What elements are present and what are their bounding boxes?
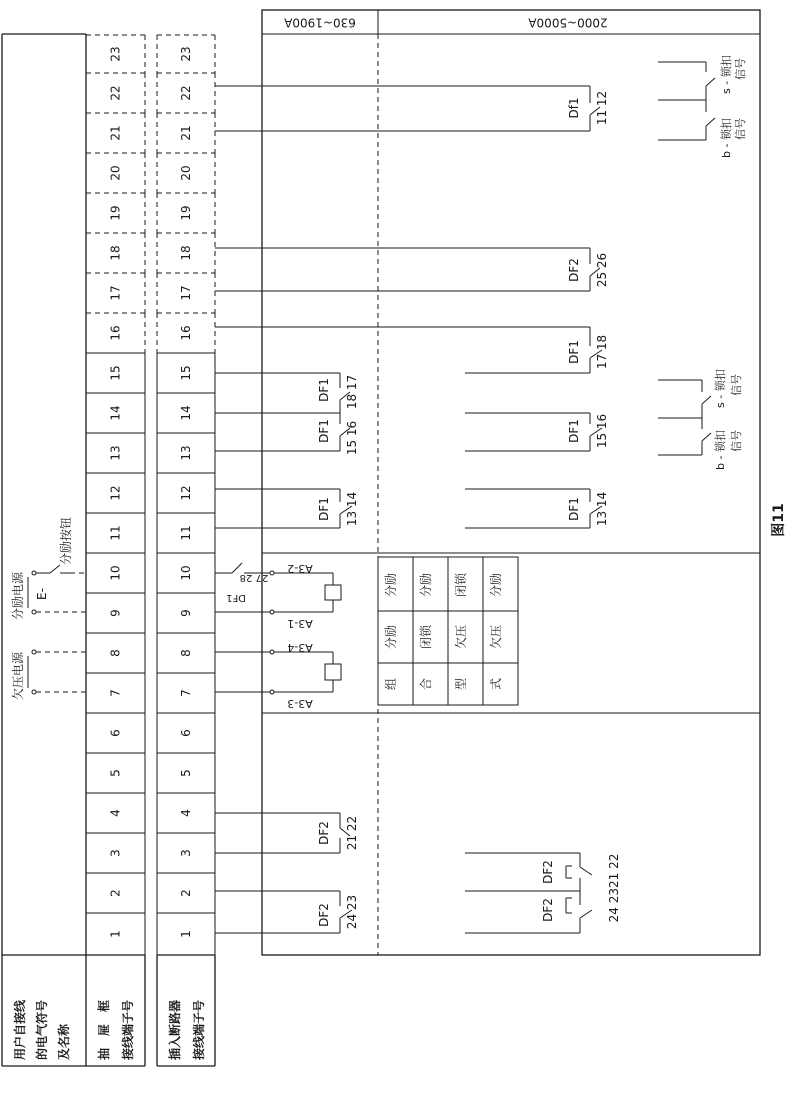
drawer-terminal-5: 5 <box>108 769 123 777</box>
coil-label-a3-2: A3-2 <box>287 562 313 575</box>
breaker-label-line-1: 插入断路器 <box>168 999 182 1060</box>
drawer-label-line-1: 抽 屉 框 <box>97 999 111 1060</box>
user-label-line-2: 的电气符号 <box>35 999 49 1060</box>
right-df1-a-pins: 13 14 <box>595 491 609 527</box>
user-external-wiring <box>10 517 86 700</box>
breaker-terminal-7: 7 <box>179 689 193 697</box>
left-df1-b-pins: 15 16 <box>345 420 359 456</box>
drawer-terminal-11: 11 <box>108 525 123 541</box>
breaker-terminal-6: 6 <box>179 729 193 737</box>
right-df2-c-pins: 25 26 <box>595 252 609 288</box>
right-df2-pair-name-b: DF2 <box>541 860 555 884</box>
drawer-terminal-3: 3 <box>108 849 123 857</box>
breaker-terminal-3: 3 <box>179 849 193 857</box>
right-df1-d-name: Df1 <box>567 97 581 119</box>
combo-cell-3-1: 分励 <box>489 572 503 598</box>
e-symbol: E- <box>35 588 49 600</box>
undervoltage-power-label: 欠压电源 <box>11 651 25 700</box>
coil-a3-shunt <box>226 562 341 630</box>
right-df1-b-name: DF1 <box>567 419 581 443</box>
user-label-line-1: 用户自接线 <box>13 999 27 1060</box>
breaker-label-line-2: 接线端子号 <box>192 999 206 1060</box>
left-df2-a-name: DF2 <box>317 903 331 927</box>
right-df2-pair-pins: 24 2321 22 <box>607 853 621 923</box>
combo-cell-2-0: 欠压 <box>454 624 468 650</box>
drawer-terminal-17: 17 <box>108 285 123 301</box>
combo-vertical-label-0: 组 <box>384 677 398 691</box>
right-df2-pair-name-a: DF2 <box>541 898 555 922</box>
drawer-terminal-21: 21 <box>108 125 123 141</box>
breaker-terminal-1: 1 <box>179 930 193 938</box>
breaker-terminal-12: 12 <box>179 485 193 501</box>
combo-cell-0-1: 分励 <box>384 572 398 598</box>
drawer-terminal-18: 18 <box>108 245 123 261</box>
combo-cell-1-1: 分励 <box>419 572 433 598</box>
breaker-terminal-8: 8 <box>179 649 193 657</box>
coil-label-a3-1: A3-1 <box>287 617 313 630</box>
breaker-terminal-19: 19 <box>179 205 193 221</box>
breaker-terminal-11: 11 <box>179 525 193 541</box>
coil-df1-pins: 27 28 <box>239 572 269 583</box>
drawer-terminal-10: 10 <box>108 565 123 581</box>
coil-a3-undervoltage <box>270 641 341 710</box>
drawer-terminal-15: 15 <box>108 365 123 381</box>
drawer-terminal-strip <box>86 35 145 955</box>
header-right-range: 2000~5000A <box>528 15 608 30</box>
right-df1-c-pins: 17 18 <box>595 334 609 370</box>
drawer-terminal-13: 13 <box>108 445 123 461</box>
combo-cell-1-0: 闭锁 <box>419 624 433 650</box>
left-df2-b-name: DF2 <box>317 821 331 845</box>
right-df1-b-pins: 15 16 <box>595 413 609 449</box>
header-left-range: 630~1900A <box>284 15 356 30</box>
breaker-terminal-5: 5 <box>179 769 193 777</box>
combo-vertical-label-2: 型 <box>454 677 468 691</box>
breaker-terminal-17: 17 <box>179 285 193 301</box>
breaker-terminal-15: 15 <box>179 365 193 381</box>
left-df2-a-pins: 24 23 <box>345 894 359 930</box>
drawer-terminal-22: 22 <box>108 85 123 101</box>
figure-caption: 图11 <box>771 503 787 537</box>
right-df1-a-name: DF1 <box>567 497 581 521</box>
drawer-terminal-2: 2 <box>108 889 123 897</box>
breaker-terminal-14: 14 <box>179 405 193 421</box>
left-df1-c-pins: 18 17 <box>345 374 359 410</box>
right-df1-c-name: DF1 <box>567 340 581 364</box>
drawer-terminal-16: 16 <box>108 325 123 341</box>
lower-b-lock-label: b - 锁扣 <box>714 430 727 470</box>
lock-signal-upper <box>658 55 747 158</box>
breaker-terminal-2: 2 <box>179 889 193 897</box>
drawer-terminal-14: 14 <box>108 405 123 421</box>
breaker-terminal-21: 21 <box>179 125 193 141</box>
drawer-terminal-8: 8 <box>108 649 123 657</box>
breaker-terminal-16: 16 <box>179 325 193 341</box>
drawer-terminal-12: 12 <box>108 485 123 501</box>
upper-s-signal-label: 信号 <box>734 58 747 80</box>
coil-label-a3-3: A3-3 <box>287 697 313 710</box>
breaker-terminal-22: 22 <box>179 85 193 101</box>
breaker-terminal-10: 10 <box>179 565 193 581</box>
breaker-terminal-20: 20 <box>179 165 193 181</box>
coil-df1-label: DF1 <box>226 592 246 603</box>
upper-s-lock-label: s - 锁扣 <box>720 55 733 94</box>
lock-signal-lower <box>658 369 743 470</box>
terminal-wires <box>215 86 590 933</box>
drawer-terminal-23: 23 <box>108 46 123 62</box>
upper-b-signal-label: 信号 <box>734 118 747 140</box>
right-df2-c-name: DF2 <box>567 258 581 282</box>
breaker-terminal-18: 18 <box>179 245 193 261</box>
shunt-power-label: 分励电源 <box>11 571 25 620</box>
combo-vertical-label-3: 式 <box>489 677 503 691</box>
breaker-terminal-13: 13 <box>179 445 193 461</box>
left-df1-a-name: DF1 <box>317 497 331 521</box>
combo-cell-3-0: 欠压 <box>489 624 503 650</box>
breaker-terminal-23: 23 <box>179 46 193 62</box>
left-df1-b-name: DF1 <box>317 419 331 443</box>
combo-cell-2-1: 闭锁 <box>454 572 468 598</box>
lower-s-signal-label: 信号 <box>730 374 743 396</box>
drawer-terminal-7: 7 <box>108 689 123 697</box>
drawer-terminal-1: 1 <box>108 930 123 938</box>
left-df2-b-pins: 21 22 <box>345 815 359 851</box>
left-contacts <box>317 373 359 933</box>
drawer-terminal-20: 20 <box>108 165 123 181</box>
upper-b-lock-label: b - 锁扣 <box>720 118 733 158</box>
breaker-terminal-strip <box>157 35 215 955</box>
right-contacts <box>465 86 621 933</box>
user-label-line-3: 及名称 <box>57 1023 71 1060</box>
shunt-button-label: 分励按钮 <box>59 516 73 565</box>
drawer-terminal-4: 4 <box>108 809 123 817</box>
left-df1-a-pins: 13 14 <box>345 491 359 527</box>
drawer-terminal-6: 6 <box>108 729 123 737</box>
breaker-terminal-4: 4 <box>179 809 193 817</box>
combo-cell-0-0: 分励 <box>384 624 398 650</box>
drawer-terminal-9: 9 <box>108 609 123 617</box>
lower-s-lock-label: s - 锁扣 <box>714 369 727 408</box>
breaker-terminal-9: 9 <box>179 609 193 617</box>
left-df1-c-name: DF1 <box>317 378 331 402</box>
drawer-label-line-2: 接线端子号 <box>121 999 135 1060</box>
drawer-terminal-19: 19 <box>108 205 123 221</box>
combination-table-text <box>383 572 503 690</box>
coil-label-a3-4: A3-4 <box>287 641 313 654</box>
left-header-table <box>2 34 215 1066</box>
combo-vertical-label-1: 合 <box>419 677 433 691</box>
right-df1-d-pins: 11 12 <box>595 90 609 126</box>
lower-b-signal-label: 信号 <box>730 430 743 452</box>
